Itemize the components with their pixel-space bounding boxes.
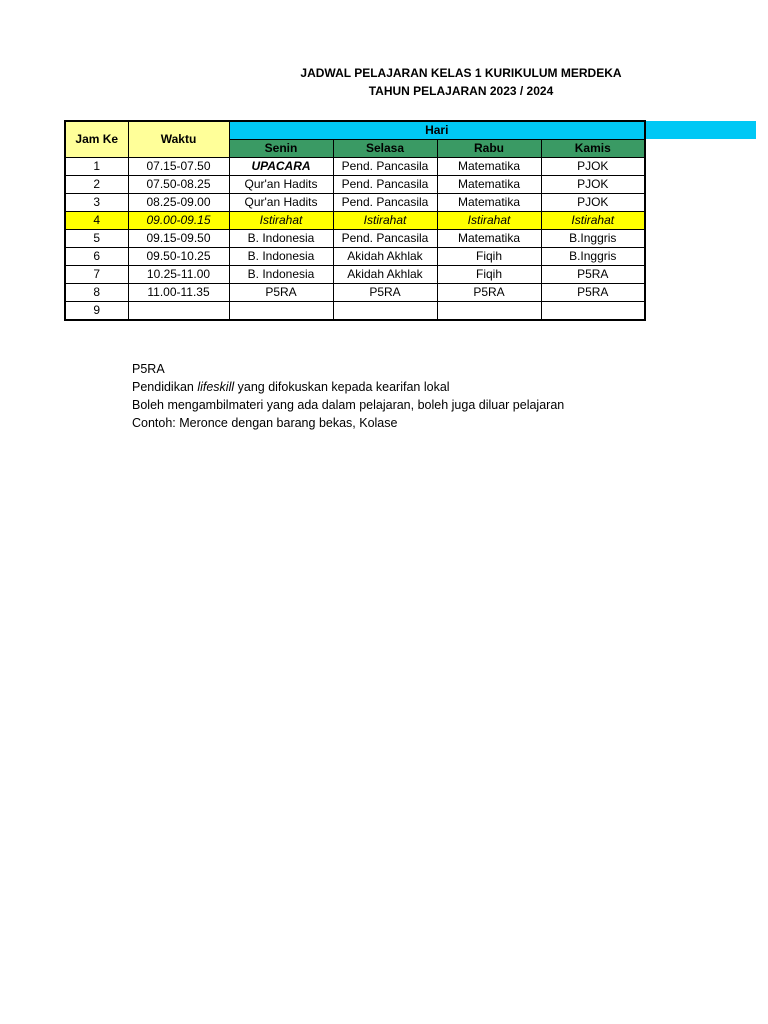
waktu-cell: 08.25-09.00 xyxy=(128,194,229,212)
waktu-cell: 09.50-10.25 xyxy=(128,248,229,266)
subject-cell: Matematika xyxy=(437,230,541,248)
subject-cell: Istirahat xyxy=(229,212,333,230)
table-row xyxy=(65,176,645,194)
subject-cell: Akidah Akhlak xyxy=(333,266,437,284)
subject-cell: P5RA xyxy=(541,284,645,302)
table-row xyxy=(65,248,645,266)
subject-cell: B.Inggris xyxy=(541,248,645,266)
header-jam-ke: Jam Ke xyxy=(65,121,128,158)
document-subtitle: TAHUN PELAJARAN 2023 / 2024 xyxy=(368,84,554,98)
table-row xyxy=(65,158,645,176)
header-hari: Hari xyxy=(229,121,645,140)
day-header-rabu: Rabu xyxy=(437,140,541,158)
table-header-row xyxy=(65,121,645,140)
subject-cell: B. Indonesia xyxy=(229,248,333,266)
jam-ke-cell: 8 xyxy=(65,284,128,302)
jam-ke-cell: 7 xyxy=(65,266,128,284)
subject-cell: PJOK xyxy=(541,194,645,212)
waktu-cell xyxy=(128,302,229,321)
day-header-senin: Senin xyxy=(229,140,333,158)
jam-ke-cell: 2 xyxy=(65,176,128,194)
table-row xyxy=(65,302,645,321)
subject-cell: Pend. Pancasila xyxy=(333,158,437,176)
waktu-cell: 09.15-09.50 xyxy=(128,230,229,248)
waktu-cell: 07.50-08.25 xyxy=(128,176,229,194)
subject-cell xyxy=(437,302,541,321)
table-row xyxy=(65,284,645,302)
notes-line-3: Contoh: Meronce dengan barang bekas, Kolase xyxy=(132,416,398,430)
subject-cell: Pend. Pancasila xyxy=(333,176,437,194)
subject-cell: Matematika xyxy=(437,176,541,194)
subject-cell: Pend. Pancasila xyxy=(333,194,437,212)
waktu-cell: 07.15-07.50 xyxy=(128,158,229,176)
table-row xyxy=(65,212,645,230)
table-row xyxy=(65,230,645,248)
notes-line-1 xyxy=(132,378,564,396)
waktu-cell: 11.00-11.35 xyxy=(128,284,229,302)
subject-cell: P5RA xyxy=(541,266,645,284)
jam-ke-cell: 1 xyxy=(65,158,128,176)
subject-cell: Pend. Pancasila xyxy=(333,230,437,248)
subject-cell xyxy=(229,302,333,321)
subject-cell: Istirahat xyxy=(541,212,645,230)
notes-line-1-start: Pendidikan xyxy=(132,380,198,394)
notes-line-2: Boleh mengambilmateri yang ada dalam pelajaran, boleh juga diluar pelajaran xyxy=(132,398,565,412)
subject-cell: Fiqih xyxy=(437,266,541,284)
subject-cell: PJOK xyxy=(541,176,645,194)
subject-cell: Istirahat xyxy=(333,212,437,230)
notes-heading: P5RA xyxy=(132,362,165,376)
jam-ke-cell: 6 xyxy=(65,248,128,266)
schedule-table xyxy=(64,120,646,321)
subject-cell: Qur'an Hadits xyxy=(229,176,333,194)
jam-ke-cell: 9 xyxy=(65,302,128,321)
subject-cell: B.Inggris xyxy=(541,230,645,248)
subject-cell: Akidah Akhlak xyxy=(333,248,437,266)
table-row xyxy=(65,266,645,284)
document-title: JADWAL PELAJARAN KELAS 1 KURIKULUM MERDEKA xyxy=(300,66,622,80)
day-header-selasa: Selasa xyxy=(333,140,437,158)
subject-cell: Matematika xyxy=(437,158,541,176)
header-waktu: Waktu xyxy=(128,121,229,158)
subject-cell: PJOK xyxy=(541,158,645,176)
notes-section xyxy=(132,360,564,432)
table-row xyxy=(65,194,645,212)
subject-cell: UPACARA xyxy=(229,158,333,176)
day-header-kamis: Kamis xyxy=(541,140,645,158)
subject-cell: B. Indonesia xyxy=(229,266,333,284)
jam-ke-cell: 3 xyxy=(65,194,128,212)
subject-cell xyxy=(541,302,645,321)
jam-ke-cell: 5 xyxy=(65,230,128,248)
subject-cell: Istirahat xyxy=(437,212,541,230)
subject-cell xyxy=(333,302,437,321)
subject-cell: P5RA xyxy=(229,284,333,302)
notes-line-1-italic: lifeskill xyxy=(197,380,235,394)
jam-ke-cell: 4 xyxy=(65,212,128,230)
notes-line-1-end: yang difokuskan kepada kearifan lokal xyxy=(234,380,450,394)
waktu-cell: 09.00-09.15 xyxy=(128,212,229,230)
subject-cell: Matematika xyxy=(437,194,541,212)
subject-cell: Fiqih xyxy=(437,248,541,266)
subject-cell: P5RA xyxy=(333,284,437,302)
subject-cell: B. Indonesia xyxy=(229,230,333,248)
subject-cell: Qur'an Hadits xyxy=(229,194,333,212)
waktu-cell: 10.25-11.00 xyxy=(128,266,229,284)
subject-cell: P5RA xyxy=(437,284,541,302)
